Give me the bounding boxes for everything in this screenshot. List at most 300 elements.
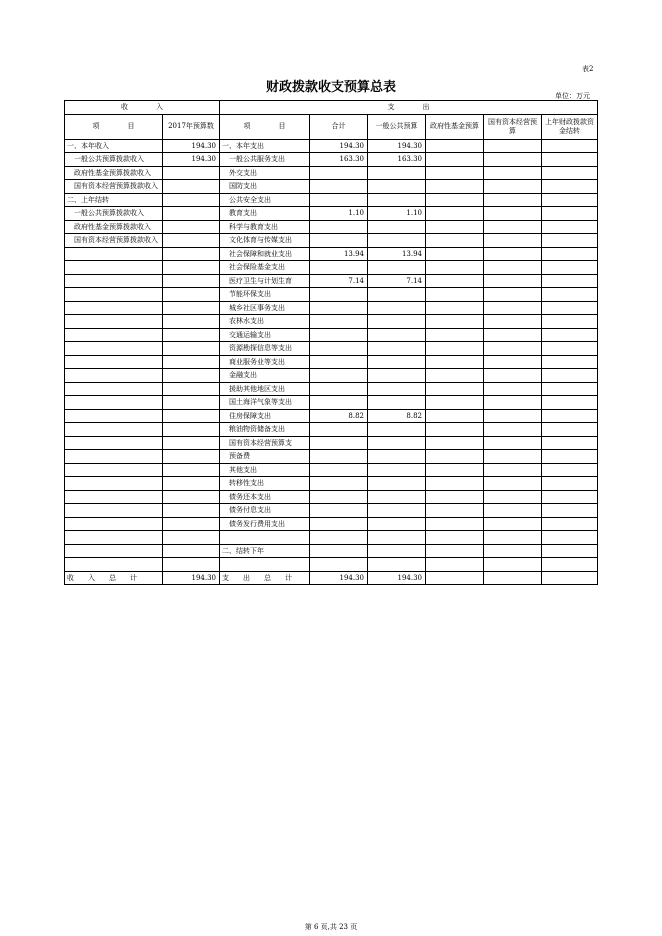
expense-item-cell: 二、结转下年 xyxy=(220,544,310,558)
income-value-cell xyxy=(163,490,220,504)
expense-item-cell: 国有资本经营预算支 xyxy=(220,436,310,450)
expense-item-cell: 商业服务业等支出 xyxy=(220,355,310,369)
general-cell xyxy=(368,396,426,410)
fund-cell xyxy=(426,301,484,315)
state-cell xyxy=(484,423,542,437)
income-value-cell xyxy=(163,355,220,369)
income-value-cell xyxy=(163,409,220,423)
general-cell xyxy=(368,328,426,342)
total-cell xyxy=(310,396,368,410)
general-cell xyxy=(368,261,426,275)
total-cell xyxy=(310,180,368,194)
fund-cell xyxy=(426,153,484,167)
expense-item-cell: 社会保障和就业支出 xyxy=(220,247,310,261)
income-value-cell xyxy=(163,382,220,396)
income-item-cell xyxy=(65,369,163,383)
state-cell xyxy=(484,342,542,356)
total-cell xyxy=(310,544,368,558)
total-cell xyxy=(310,423,368,437)
fund-cell xyxy=(426,328,484,342)
table-row xyxy=(65,531,598,545)
total-cell xyxy=(310,166,368,180)
state-cell xyxy=(484,220,542,234)
table-row xyxy=(65,207,598,221)
income-value-cell xyxy=(163,504,220,518)
fund-cell xyxy=(426,180,484,194)
total-cell xyxy=(310,288,368,302)
header-row-1 xyxy=(65,101,598,115)
fund-cell xyxy=(426,261,484,275)
fund-cell xyxy=(426,409,484,423)
expense-item-cell: 公共安全支出 xyxy=(220,193,310,207)
total-cell xyxy=(310,436,368,450)
prev-cell xyxy=(542,193,598,207)
prev-cell xyxy=(542,517,598,531)
fund-cell xyxy=(426,139,484,153)
fund-cell xyxy=(426,247,484,261)
table-row xyxy=(65,220,598,234)
fund-cell xyxy=(426,477,484,491)
expense-item-cell: 债务还本支出 xyxy=(220,490,310,504)
general-cell xyxy=(368,315,426,329)
table-row xyxy=(65,436,598,450)
table-row xyxy=(65,517,598,531)
total-cell: 1.10 xyxy=(310,207,368,221)
income-item-cell xyxy=(65,274,163,288)
expense-item-cell: 转移性支出 xyxy=(220,477,310,491)
general-cell xyxy=(368,531,426,545)
prev-cell xyxy=(542,396,598,410)
income-item-cell xyxy=(65,463,163,477)
income-item-cell xyxy=(65,342,163,356)
table-row xyxy=(65,382,598,396)
general-cell xyxy=(368,423,426,437)
col-state: 国有资本经营预算 xyxy=(484,114,542,139)
general-cell xyxy=(368,490,426,504)
expense-item-cell: 外交支出 xyxy=(220,166,310,180)
col-budget: 2017年预算数 xyxy=(163,114,220,139)
general-cell xyxy=(368,166,426,180)
table-row xyxy=(65,153,598,167)
state-cell xyxy=(484,207,542,221)
col-general: 一般公共预算 xyxy=(368,114,426,139)
fund-cell xyxy=(426,382,484,396)
general-cell xyxy=(368,517,426,531)
general-cell xyxy=(368,382,426,396)
income-item-cell xyxy=(65,504,163,518)
income-item-cell xyxy=(65,531,163,545)
general-cell: 1.10 xyxy=(368,207,426,221)
income-value-cell xyxy=(163,193,220,207)
state-cell xyxy=(484,490,542,504)
income-value-cell xyxy=(163,450,220,464)
table-row xyxy=(65,166,598,180)
total-cell xyxy=(310,315,368,329)
fund-cell xyxy=(426,544,484,558)
state-cell xyxy=(484,288,542,302)
state-cell xyxy=(484,544,542,558)
income-item-cell xyxy=(65,288,163,302)
general-cell xyxy=(368,193,426,207)
general-cell: 7.14 xyxy=(368,274,426,288)
expense-item-cell: 其他支出 xyxy=(220,463,310,477)
expense-item-cell: 交通运输支出 xyxy=(220,328,310,342)
expense-item-cell xyxy=(220,558,310,572)
page-title: 财政拨款收支预算总表 xyxy=(265,80,396,95)
income-header: 收 入 xyxy=(65,101,220,115)
income-item-cell xyxy=(65,382,163,396)
table-row xyxy=(65,477,598,491)
total-cell xyxy=(310,328,368,342)
general-cell xyxy=(368,369,426,383)
table-row xyxy=(65,247,598,261)
total-cell xyxy=(310,450,368,464)
expense-item-cell xyxy=(220,531,310,545)
prev-cell xyxy=(542,558,598,572)
expense-item-cell: 国土海洋气象等支出 xyxy=(220,396,310,410)
total-sum: 194.30 xyxy=(310,571,368,585)
total-cell xyxy=(310,342,368,356)
general-cell xyxy=(368,558,426,572)
table-row xyxy=(65,301,598,315)
table-row xyxy=(65,315,598,329)
income-item-cell xyxy=(65,490,163,504)
prev-cell xyxy=(542,531,598,545)
fund-cell xyxy=(426,423,484,437)
total-cell xyxy=(310,463,368,477)
income-value-cell xyxy=(163,234,220,248)
income-item-cell xyxy=(65,261,163,275)
prev-cell xyxy=(542,166,598,180)
prev-cell xyxy=(542,544,598,558)
total-cell xyxy=(310,220,368,234)
state-cell xyxy=(484,139,542,153)
fund-cell xyxy=(426,517,484,531)
prev-cell xyxy=(542,342,598,356)
fund-cell xyxy=(426,450,484,464)
general-cell xyxy=(368,436,426,450)
income-value-cell xyxy=(163,396,220,410)
income-value-cell xyxy=(163,436,220,450)
prev-cell xyxy=(542,301,598,315)
state-cell xyxy=(484,166,542,180)
total-cell xyxy=(310,234,368,248)
fund-cell xyxy=(426,396,484,410)
col-prev: 上年财政拨款资金结转 xyxy=(542,114,598,139)
totals-row xyxy=(65,571,598,585)
income-item-cell xyxy=(65,315,163,329)
expense-item-cell: 文化体育与传媒支出 xyxy=(220,234,310,248)
state-cell xyxy=(484,450,542,464)
expense-item-cell: 农林水支出 xyxy=(220,315,310,329)
general-cell xyxy=(368,355,426,369)
income-total-value: 194.30 xyxy=(163,571,220,585)
fund-cell xyxy=(426,369,484,383)
general-sum: 194.30 xyxy=(368,571,426,585)
total-cell xyxy=(310,369,368,383)
table-row xyxy=(65,544,598,558)
table-row xyxy=(65,396,598,410)
table-row xyxy=(65,139,598,153)
state-cell xyxy=(484,261,542,275)
state-cell xyxy=(484,463,542,477)
income-item-cell xyxy=(65,301,163,315)
fund-cell xyxy=(426,490,484,504)
fund-cell xyxy=(426,436,484,450)
table-row xyxy=(65,342,598,356)
total-cell: 8.82 xyxy=(310,409,368,423)
income-item-cell xyxy=(65,477,163,491)
state-cell xyxy=(484,180,542,194)
table-row xyxy=(65,193,598,207)
income-value-cell xyxy=(163,261,220,275)
general-cell: 194.30 xyxy=(368,139,426,153)
prev-cell xyxy=(542,207,598,221)
fund-cell xyxy=(426,531,484,545)
prev-cell xyxy=(542,328,598,342)
prev-cell xyxy=(542,504,598,518)
total-cell: 7.14 xyxy=(310,274,368,288)
prev-cell xyxy=(542,382,598,396)
income-item-cell: 政府性基金预算拨款收入 xyxy=(65,220,163,234)
general-cell xyxy=(368,544,426,558)
total-cell xyxy=(310,531,368,545)
general-cell: 8.82 xyxy=(368,409,426,423)
state-cell xyxy=(484,315,542,329)
income-value-cell xyxy=(163,288,220,302)
fund-cell xyxy=(426,207,484,221)
state-cell xyxy=(484,436,542,450)
expense-item-cell: 医疗卫生与计划生育 xyxy=(220,274,310,288)
prev-cell xyxy=(542,450,598,464)
fund-cell xyxy=(426,315,484,329)
income-item-cell: 二、上年结转 xyxy=(65,193,163,207)
prev-cell xyxy=(542,369,598,383)
fund-cell xyxy=(426,558,484,572)
prev-cell xyxy=(542,490,598,504)
prev-cell xyxy=(542,436,598,450)
expense-item-cell: 国防支出 xyxy=(220,180,310,194)
budget-table xyxy=(64,100,598,585)
income-item-cell: 国有资本经营预算拨款收入 xyxy=(65,234,163,248)
expense-item-cell: 一般公共服务支出 xyxy=(220,153,310,167)
expense-item-cell: 节能环保支出 xyxy=(220,288,310,302)
expense-item-cell: 资源勘探信息等支出 xyxy=(220,342,310,356)
general-cell xyxy=(368,450,426,464)
expense-item-cell: 住房保障支出 xyxy=(220,409,310,423)
expense-item-cell: 预备费 xyxy=(220,450,310,464)
expense-total-label: 支 出 总 计 xyxy=(220,571,310,585)
total-cell xyxy=(310,477,368,491)
state-cell xyxy=(484,558,542,572)
total-cell xyxy=(310,261,368,275)
income-item-cell xyxy=(65,355,163,369)
table-row xyxy=(65,369,598,383)
state-cell xyxy=(484,153,542,167)
general-cell xyxy=(368,504,426,518)
fund-sum xyxy=(426,571,484,585)
income-value-cell xyxy=(163,247,220,261)
state-sum xyxy=(484,571,542,585)
expense-item-cell: 债务付息支出 xyxy=(220,504,310,518)
col-fund: 政府性基金预算 xyxy=(426,114,484,139)
state-cell xyxy=(484,517,542,531)
income-item-cell xyxy=(65,517,163,531)
income-item-cell xyxy=(65,450,163,464)
fund-cell xyxy=(426,342,484,356)
total-cell: 194.30 xyxy=(310,139,368,153)
fund-cell xyxy=(426,288,484,302)
state-cell xyxy=(484,301,542,315)
total-cell xyxy=(310,490,368,504)
income-item-cell: 政府性基金预算拨款收入 xyxy=(65,166,163,180)
table-row xyxy=(65,234,598,248)
general-cell xyxy=(368,288,426,302)
expense-item-cell: 教育支出 xyxy=(220,207,310,221)
income-value-cell xyxy=(163,558,220,572)
table-row xyxy=(65,463,598,477)
income-item-cell: 一般公共预算拨款收入 xyxy=(65,153,163,167)
state-cell xyxy=(484,369,542,383)
income-value-cell xyxy=(163,369,220,383)
general-cell xyxy=(368,180,426,194)
table-row xyxy=(65,288,598,302)
expense-item-cell: 科学与教育支出 xyxy=(220,220,310,234)
state-cell xyxy=(484,234,542,248)
income-value-cell xyxy=(163,328,220,342)
prev-cell xyxy=(542,355,598,369)
income-value-cell xyxy=(163,517,220,531)
prev-cell xyxy=(542,463,598,477)
prev-cell xyxy=(542,423,598,437)
fund-cell xyxy=(426,234,484,248)
state-cell xyxy=(484,193,542,207)
income-value-cell: 194.30 xyxy=(163,153,220,167)
prev-cell xyxy=(542,139,598,153)
total-cell xyxy=(310,504,368,518)
prev-cell xyxy=(542,234,598,248)
prev-cell xyxy=(542,274,598,288)
total-cell xyxy=(310,355,368,369)
table-row xyxy=(65,558,598,572)
income-value-cell xyxy=(163,544,220,558)
prev-cell xyxy=(542,409,598,423)
state-cell xyxy=(484,274,542,288)
income-item-cell xyxy=(65,423,163,437)
income-value-cell xyxy=(163,301,220,315)
prev-cell xyxy=(542,220,598,234)
state-cell xyxy=(484,531,542,545)
income-value-cell xyxy=(163,423,220,437)
total-cell xyxy=(310,558,368,572)
table-row xyxy=(65,423,598,437)
state-cell xyxy=(484,382,542,396)
table-row xyxy=(65,490,598,504)
income-value-cell xyxy=(163,463,220,477)
general-cell xyxy=(368,463,426,477)
table-row xyxy=(65,355,598,369)
general-cell xyxy=(368,301,426,315)
expense-item-cell: 金融支出 xyxy=(220,369,310,383)
income-value-cell xyxy=(163,342,220,356)
col-total: 合计 xyxy=(310,114,368,139)
fund-cell xyxy=(426,166,484,180)
income-value-cell xyxy=(163,315,220,329)
state-cell xyxy=(484,477,542,491)
income-item-cell xyxy=(65,544,163,558)
fund-cell xyxy=(426,463,484,477)
income-item-cell xyxy=(65,396,163,410)
state-cell xyxy=(484,247,542,261)
state-cell xyxy=(484,409,542,423)
fund-cell xyxy=(426,504,484,518)
expense-item-cell: 援助其他地区支出 xyxy=(220,382,310,396)
total-cell: 163.30 xyxy=(310,153,368,167)
prev-cell xyxy=(542,153,598,167)
prev-cell xyxy=(542,288,598,302)
total-cell xyxy=(310,193,368,207)
income-item-cell: 一、本年收入 xyxy=(65,139,163,153)
expense-item-cell: 城乡社区事务支出 xyxy=(220,301,310,315)
income-value-cell xyxy=(163,477,220,491)
prev-cell xyxy=(542,180,598,194)
expense-item-cell: 社会保险基金支出 xyxy=(220,261,310,275)
general-cell: 13.94 xyxy=(368,247,426,261)
state-cell xyxy=(484,396,542,410)
income-item-cell xyxy=(65,247,163,261)
income-value-cell xyxy=(163,207,220,221)
state-cell xyxy=(484,355,542,369)
expense-header: 支 出 xyxy=(220,101,598,115)
income-item-cell xyxy=(65,436,163,450)
prev-sum xyxy=(542,571,598,585)
general-cell xyxy=(368,342,426,356)
col-income-item: 项 目 xyxy=(65,114,163,139)
prev-cell xyxy=(542,247,598,261)
general-cell xyxy=(368,234,426,248)
income-value-cell xyxy=(163,274,220,288)
general-cell xyxy=(368,477,426,491)
expense-item-cell: 粮油物资储备支出 xyxy=(220,423,310,437)
fund-cell xyxy=(426,274,484,288)
header-row-2 xyxy=(65,114,598,139)
expense-item-cell: 一、本年支出 xyxy=(220,139,310,153)
total-cell: 13.94 xyxy=(310,247,368,261)
fund-cell xyxy=(426,355,484,369)
income-total-label: 收 入 总 计 xyxy=(65,571,163,585)
state-cell xyxy=(484,504,542,518)
table-row xyxy=(65,409,598,423)
table-row xyxy=(65,504,598,518)
unit-label: 单位：万元 xyxy=(555,92,590,100)
table-row xyxy=(65,450,598,464)
col-expense-item: 项 目 xyxy=(220,114,310,139)
income-value-cell xyxy=(163,531,220,545)
fund-cell xyxy=(426,220,484,234)
general-cell: 163.30 xyxy=(368,153,426,167)
page-footer: 第 6 页,共 23 页 xyxy=(304,923,358,931)
income-item-cell: 国有资本经营预算拨款收入 xyxy=(65,180,163,194)
prev-cell xyxy=(542,315,598,329)
expense-item-cell: 债务发行费用支出 xyxy=(220,517,310,531)
table-row xyxy=(65,261,598,275)
income-item-cell xyxy=(65,409,163,423)
income-item-cell xyxy=(65,558,163,572)
total-cell xyxy=(310,382,368,396)
income-value-cell xyxy=(163,166,220,180)
prev-cell xyxy=(542,261,598,275)
prev-cell xyxy=(542,477,598,491)
